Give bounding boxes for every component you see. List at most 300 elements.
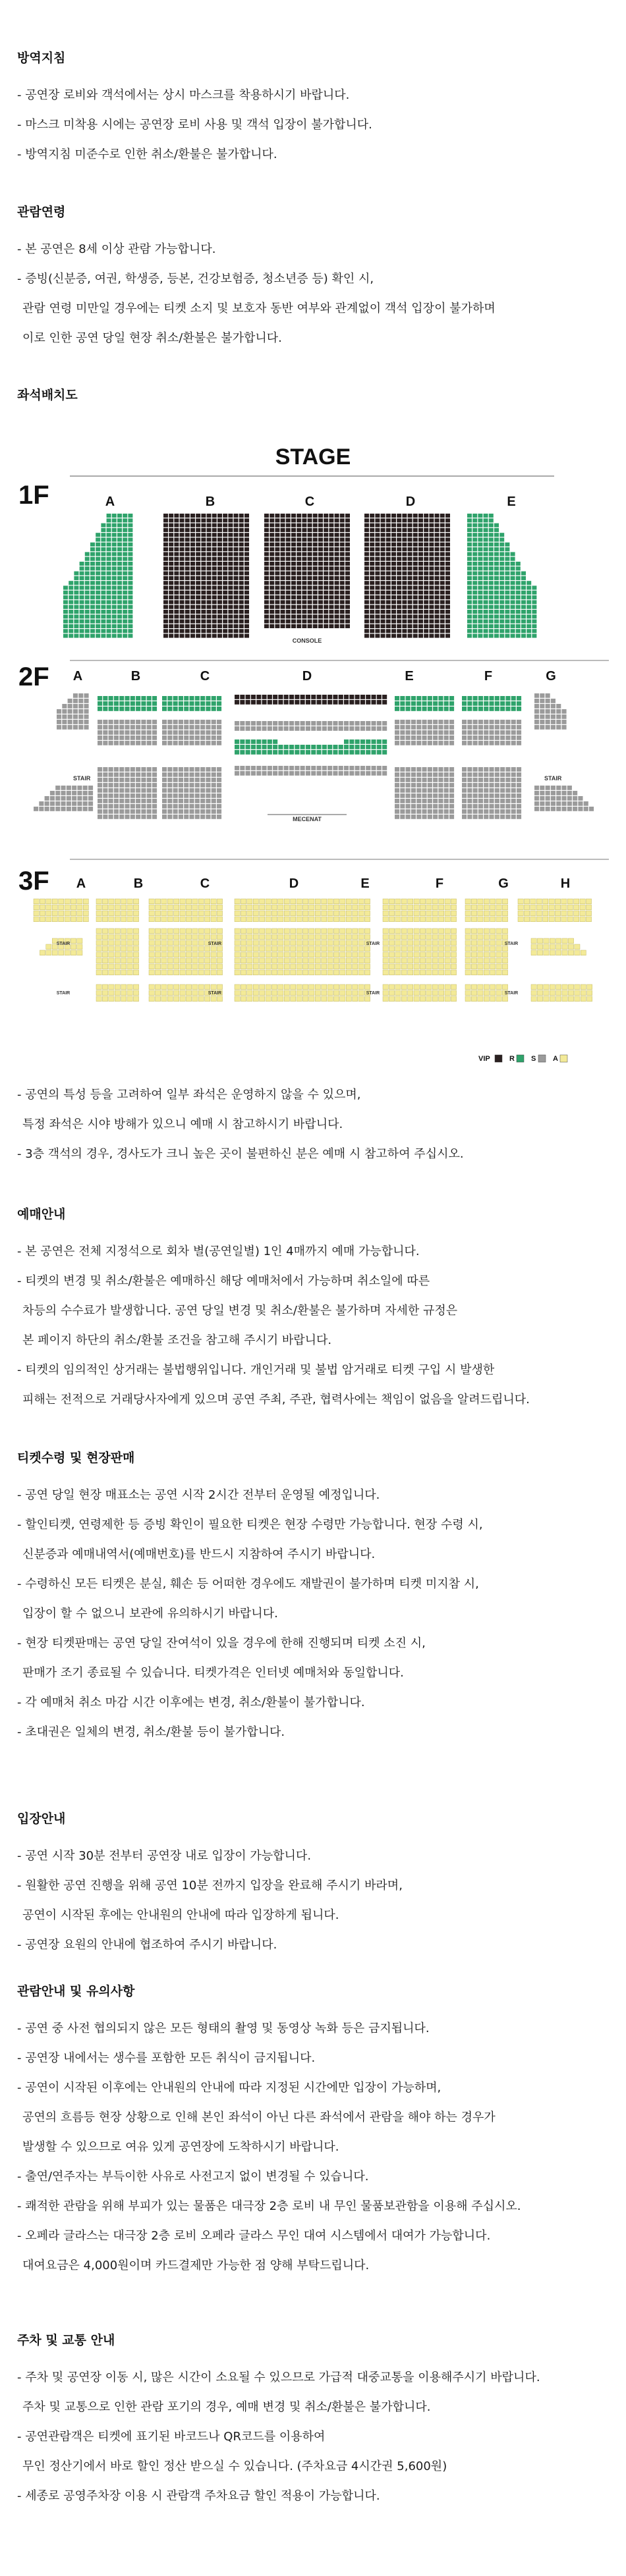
seat [429, 586, 434, 590]
seat [429, 543, 434, 547]
seat [445, 576, 450, 580]
seat [578, 807, 583, 811]
seat [308, 528, 312, 532]
seat [223, 605, 227, 609]
seat [364, 634, 369, 638]
seat [413, 543, 418, 547]
seat [408, 610, 413, 614]
seat [173, 701, 178, 706]
seat [489, 581, 494, 585]
seat [309, 990, 314, 996]
seat [107, 614, 111, 618]
seat [402, 605, 407, 609]
seat [505, 707, 510, 711]
seat [438, 783, 443, 788]
seat [360, 695, 365, 699]
seat [114, 767, 119, 772]
seat [345, 523, 350, 527]
seat [185, 634, 190, 638]
seat [240, 739, 244, 744]
seat [499, 547, 504, 551]
seat [439, 996, 444, 1002]
seat [96, 899, 101, 904]
seat [472, 552, 477, 556]
seat [195, 707, 200, 711]
seat [386, 591, 391, 595]
seat [391, 614, 396, 618]
seat [511, 736, 516, 740]
seat [73, 704, 78, 709]
seat [291, 538, 296, 542]
seat [112, 591, 117, 595]
seat [439, 917, 444, 922]
seat [235, 934, 240, 940]
seat [112, 533, 117, 537]
seat [439, 952, 444, 957]
seat [107, 624, 111, 628]
seat [395, 905, 401, 910]
seat [117, 533, 122, 537]
seat [275, 624, 279, 628]
seat [167, 778, 172, 782]
seat [345, 543, 350, 547]
seat [71, 950, 76, 955]
seat [235, 726, 239, 731]
seat [561, 899, 567, 904]
seat [275, 591, 279, 595]
seat [240, 766, 244, 770]
seat [411, 804, 416, 809]
seat [278, 905, 283, 910]
seat [161, 952, 167, 957]
seat [567, 801, 572, 806]
seat [96, 624, 100, 628]
seat [511, 772, 516, 777]
notice-line: 이로 인한 공연 당일 현장 취소/환불은 불가합니다. [22, 331, 282, 345]
seat [244, 523, 249, 527]
seat [217, 576, 222, 580]
seat [445, 591, 450, 595]
seat [284, 928, 289, 934]
seat [418, 581, 423, 585]
seat [494, 629, 499, 633]
seat [284, 984, 289, 990]
seat [433, 701, 438, 706]
seat [381, 562, 385, 566]
seat [313, 518, 318, 522]
seat [413, 576, 418, 580]
seat [256, 739, 261, 744]
seat [306, 726, 310, 731]
seat [581, 984, 586, 990]
seat [502, 905, 507, 910]
seat [253, 917, 258, 922]
seat [429, 614, 434, 618]
seat [149, 958, 154, 963]
seat [234, 523, 239, 527]
seat [573, 801, 577, 806]
seat [207, 624, 212, 628]
seat [308, 518, 312, 522]
seat [179, 730, 183, 735]
seat [449, 767, 454, 772]
seat [228, 528, 233, 532]
seat [495, 741, 499, 745]
seat [278, 766, 283, 770]
seat [505, 629, 509, 633]
seat [490, 928, 496, 934]
seat [98, 741, 102, 745]
seat [190, 778, 194, 782]
seat [256, 766, 261, 770]
seat [205, 952, 210, 957]
seat [408, 595, 413, 599]
seat [186, 946, 191, 952]
seat [161, 905, 167, 910]
seat [370, 528, 374, 532]
seat [244, 543, 249, 547]
seat [34, 807, 38, 811]
seat [422, 741, 427, 745]
seat [65, 899, 70, 904]
seat [180, 523, 185, 527]
seat [186, 905, 191, 910]
seat [281, 543, 285, 547]
seat [377, 695, 382, 699]
seat [101, 562, 105, 566]
seat [201, 547, 206, 551]
seat [465, 911, 470, 916]
seat [327, 970, 333, 975]
seat [155, 899, 160, 904]
seat [433, 809, 438, 814]
seat [190, 566, 195, 570]
seat [402, 557, 407, 561]
seat [228, 514, 233, 518]
seat [424, 523, 428, 527]
seat [190, 793, 194, 798]
seat [397, 614, 401, 618]
seat [180, 566, 185, 570]
seat [119, 799, 124, 803]
seat [451, 996, 456, 1002]
seat [179, 736, 183, 740]
seat [117, 557, 122, 561]
seat [484, 696, 488, 701]
seat [413, 595, 418, 599]
seat [163, 634, 168, 638]
seat [96, 614, 100, 618]
seat [467, 730, 472, 735]
seat [217, 934, 222, 940]
seat [266, 934, 271, 940]
seat [324, 547, 328, 551]
seat [201, 581, 206, 585]
seat [484, 514, 488, 518]
seat [152, 730, 157, 735]
seat [80, 614, 84, 618]
seat [511, 581, 515, 585]
seat [264, 576, 269, 580]
seat [360, 745, 365, 749]
seat [271, 996, 277, 1002]
seat [228, 610, 233, 614]
seat [505, 624, 509, 628]
seat [358, 905, 364, 910]
seat [473, 701, 478, 706]
seat [315, 899, 320, 904]
seat [167, 799, 172, 803]
seat [401, 952, 407, 957]
seat [96, 946, 101, 952]
seat [420, 911, 425, 916]
seat [206, 778, 210, 782]
seat [147, 736, 152, 740]
seat [462, 707, 467, 711]
seat [521, 591, 526, 595]
seat [580, 917, 585, 922]
seat [364, 586, 369, 590]
seat [327, 984, 333, 990]
seat [286, 581, 291, 585]
seat [90, 610, 95, 614]
seat [57, 720, 61, 724]
seat [575, 950, 580, 955]
seat [420, 958, 425, 963]
seat [418, 576, 423, 580]
seat [112, 572, 117, 576]
seat [511, 634, 515, 638]
seat [345, 552, 350, 556]
seat [440, 614, 445, 618]
seat [355, 771, 360, 776]
seat [499, 600, 504, 604]
seat [416, 736, 421, 740]
seat [521, 634, 526, 638]
seat [381, 581, 385, 585]
seat [516, 586, 521, 590]
seat [532, 595, 536, 599]
seat [291, 911, 296, 916]
seat [484, 809, 488, 814]
seat [262, 750, 267, 755]
notice-line: - 공연이 시작된 이후에는 안내원의 안내에 따라 지정된 시간에만 입장이 가능하며, [17, 2081, 441, 2095]
seat [201, 624, 206, 628]
seat [317, 695, 322, 699]
seat [286, 528, 291, 532]
seat [90, 620, 95, 624]
seat [438, 793, 443, 798]
seat [411, 788, 416, 793]
seat [573, 796, 577, 801]
seat [297, 614, 301, 618]
seat [318, 562, 323, 566]
seat [424, 533, 428, 537]
seat [495, 799, 499, 803]
seat [489, 547, 494, 551]
seat [297, 946, 302, 952]
seat [302, 518, 306, 522]
seat [360, 721, 365, 726]
seat [268, 726, 272, 731]
seat [184, 772, 188, 777]
seat [162, 815, 167, 819]
seat [123, 543, 127, 547]
seat [273, 771, 277, 776]
seat [413, 552, 418, 556]
seat [190, 518, 195, 522]
seat [136, 778, 140, 782]
seat [516, 610, 521, 614]
seat [102, 946, 107, 952]
seat [80, 566, 84, 570]
seat [270, 547, 274, 551]
seat [169, 591, 173, 595]
seat [401, 905, 407, 910]
seat [167, 911, 173, 916]
seat [345, 562, 350, 566]
seat [96, 911, 101, 916]
notice-line: - 공연의 특성 등을 고려하여 일부 좌석은 운영하지 않을 수 있으며, [17, 1088, 361, 1102]
seat [395, 772, 399, 777]
seat [467, 815, 472, 819]
seat [402, 514, 407, 518]
seat [540, 720, 544, 724]
seat [212, 514, 217, 518]
seat [418, 533, 423, 537]
seat [266, 917, 271, 922]
seat [484, 720, 488, 724]
seat [494, 605, 499, 609]
seat [180, 620, 185, 624]
seat [302, 581, 306, 585]
seat [422, 804, 427, 809]
seat [473, 741, 478, 745]
seat [445, 552, 450, 556]
seat [264, 543, 269, 547]
seat [206, 696, 210, 701]
seat [190, 581, 195, 585]
seat [381, 566, 385, 570]
seat [72, 786, 76, 790]
seat [324, 533, 328, 537]
seat [147, 793, 152, 798]
seat [364, 557, 369, 561]
seat [335, 605, 339, 609]
seat [174, 586, 179, 590]
seat [309, 934, 314, 940]
seat [52, 905, 57, 910]
seat [438, 741, 443, 745]
seat [114, 799, 119, 803]
seat [212, 538, 217, 542]
seat [364, 911, 370, 916]
seat [50, 791, 55, 795]
seat [375, 528, 380, 532]
seat [217, 595, 222, 599]
seat [465, 964, 470, 969]
seat [114, 815, 119, 819]
seat [281, 586, 285, 590]
legend-label: R [509, 1055, 515, 1063]
seat [90, 581, 95, 585]
seat [471, 996, 476, 1002]
seat [440, 538, 445, 542]
seat [61, 801, 66, 806]
seat [472, 591, 477, 595]
seat [262, 700, 267, 705]
seat [534, 796, 539, 801]
seat [397, 610, 401, 614]
seat [196, 620, 200, 624]
seat [241, 952, 246, 957]
seat [473, 730, 478, 735]
seat [155, 928, 160, 934]
seat [397, 562, 401, 566]
seat [381, 543, 385, 547]
seat [440, 591, 445, 595]
seat [333, 990, 339, 996]
seat [478, 899, 483, 904]
seat [90, 595, 95, 599]
seat [167, 964, 173, 969]
seat [278, 695, 283, 699]
seat [286, 518, 291, 522]
seat [260, 899, 265, 904]
seat [217, 543, 222, 547]
seat [426, 958, 432, 963]
seat [302, 620, 306, 624]
seat [207, 576, 212, 580]
seat [251, 700, 256, 705]
seat [96, 928, 101, 934]
seat [270, 533, 274, 537]
seat [291, 576, 296, 580]
seat [112, 581, 117, 585]
seat [439, 934, 444, 940]
seat [402, 600, 407, 604]
seat [426, 946, 432, 952]
seat [212, 701, 216, 706]
seat [433, 772, 438, 777]
seat [495, 701, 499, 706]
seat [228, 562, 233, 566]
seat [402, 543, 407, 547]
seat [424, 600, 428, 604]
seat [402, 533, 407, 537]
seat [386, 600, 391, 604]
seat [414, 905, 419, 910]
seat [264, 595, 269, 599]
seat [278, 990, 283, 996]
seat [400, 809, 405, 814]
seat [112, 620, 117, 624]
seat [207, 566, 212, 570]
seat [223, 528, 227, 532]
seat [302, 572, 306, 576]
seat [413, 533, 418, 537]
seat [196, 595, 200, 599]
seat [490, 696, 494, 701]
seat [223, 576, 227, 580]
seat [411, 720, 416, 724]
seat [190, 547, 195, 551]
seat [253, 996, 258, 1002]
seat [353, 946, 358, 952]
seat [196, 586, 200, 590]
seat [402, 586, 407, 590]
seat [395, 767, 399, 772]
